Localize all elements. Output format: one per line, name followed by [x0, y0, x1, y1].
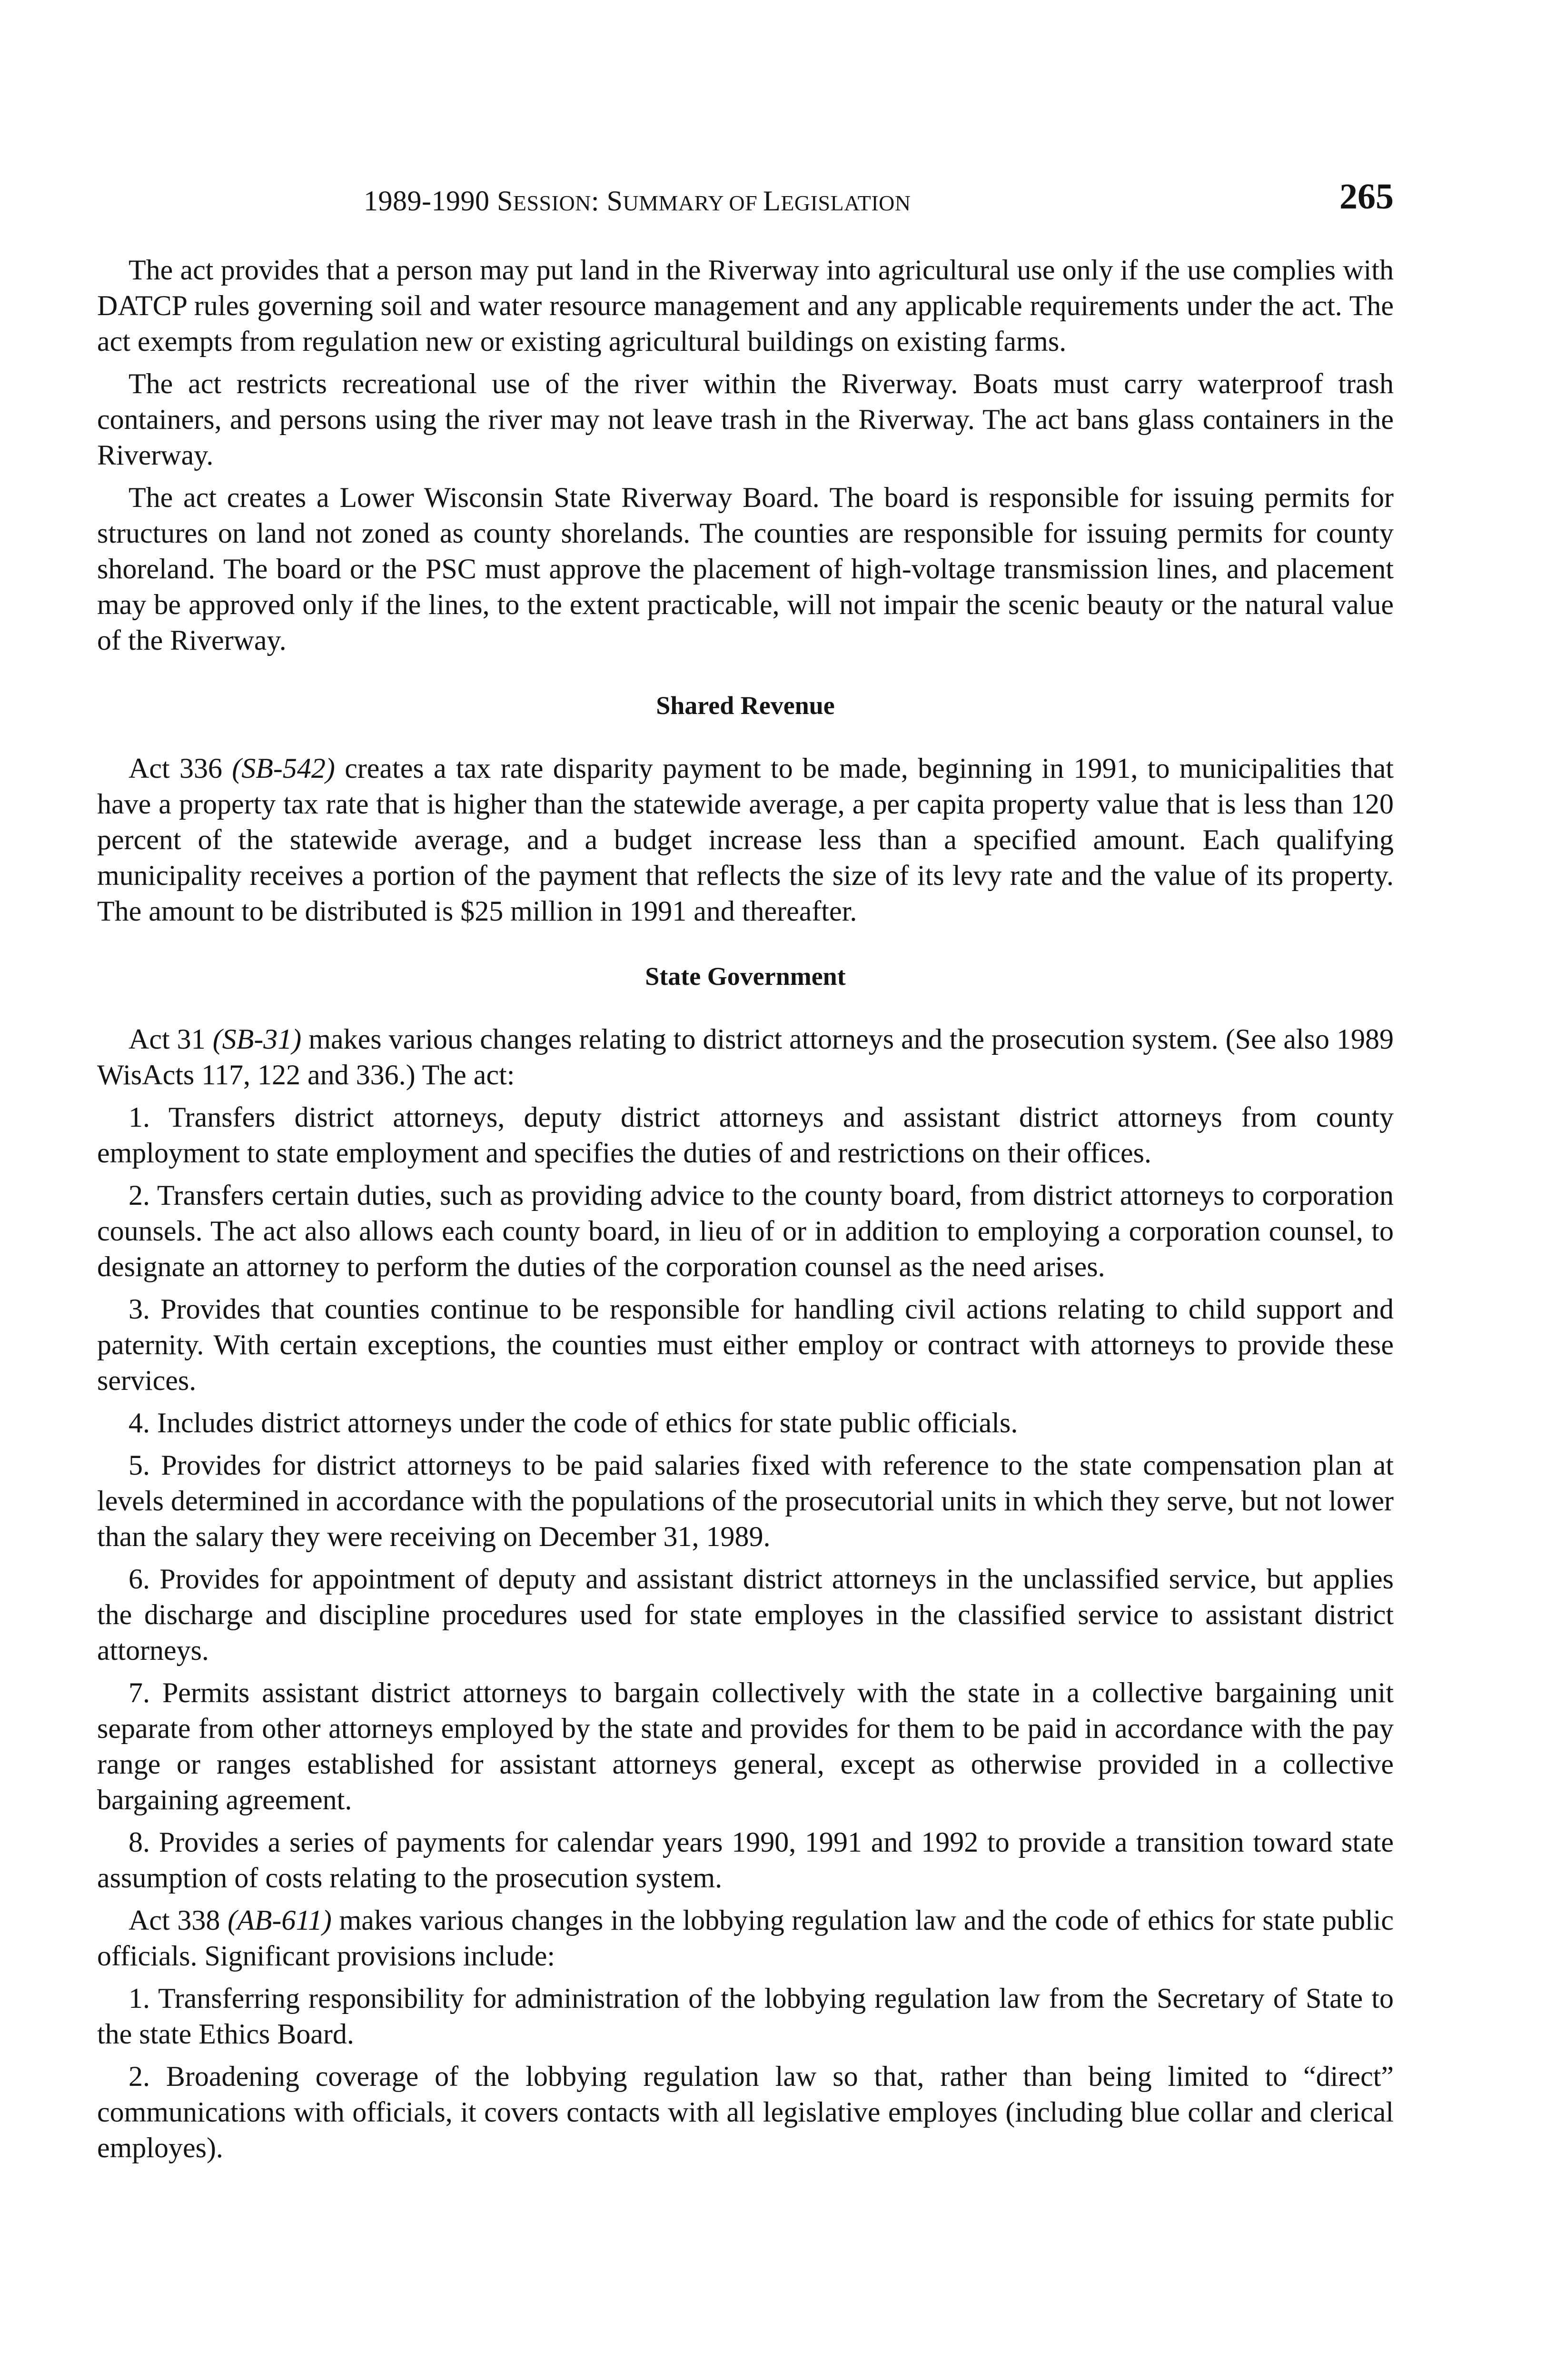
running-title — [364, 185, 911, 218]
act-31-paragraph — [97, 1021, 1394, 1093]
act-338-item-2: 2. Broadening coverage of the lobbying regulation law so that, rather than being limited to “direct” communications with officials, it covers contacts with all legislative employes (including blue collar and clerical employes). — [97, 2061, 1394, 2163]
act-31-item-4: 4. Includes district attorneys under the code of ethics for state public officials. — [129, 1407, 1018, 1438]
act-31-item-3: 3. Provides that counties continue to be responsible for handling civil actions relating to child support and paternity. With certain exceptions, the counties must either employ or contract with attorneys to provide these services. — [97, 1293, 1394, 1396]
act-338-text: makes various changes in the lobbying regulation law and the code of ethics for state public officials. Significant provisions include: — [97, 1904, 1394, 1972]
intro-paragraph-1: The act provides that a person may put land in the Riverway into agricultural use only if the use complies with DATCP rules governing soil and water resource management and any applicable requirements under the act. The act exempts from regulation new or existing agricultural buildings on existing farms. — [97, 254, 1394, 357]
act-31-item-8: 8. Provides a series of payments for calendar years 1990, 1991 and 1992 to provide a transition toward state assumption of costs relating to the prosecution system. — [97, 1826, 1394, 1894]
running-head — [97, 176, 1394, 228]
intro-paragraph-2: The act restricts recreational use of the river within the Riverway. Boats must carry waterproof trash containers, and persons using the river may not leave trash in the Riverway. The act bans glass containers in the Riverway. — [97, 368, 1394, 471]
header-title-egislation: EGISLATION — [781, 191, 911, 215]
header-session: 1989-1990 — [364, 185, 497, 217]
act-31-item-7: 7. Permits assistant district attorneys to bargain collectively with the state in a collective bargaining unit separate from other attorneys employed by the state and provides for them to be paid in accordance with the pay range or ranges established for assistant attorneys general, except as otherwise provided in a collective bargaining agreement. — [97, 1677, 1394, 1815]
document-page — [97, 176, 1394, 2172]
act-31-label: Act 31 — [129, 1023, 206, 1055]
act-338-paragraph — [97, 1903, 1394, 1974]
act-31-bill: (SB-31) — [212, 1023, 302, 1055]
header-colon: : — [591, 185, 607, 217]
act-336-text: creates a tax rate disparity payment to be made, beginning in 1991, to municipalities that have a property tax rate that is higher than the statewide average, a per capita property value that is less than 120 percent of the statewide average, and a budget increase less than a specified amount. Each qualifying municipality receives a portion of the payment that reflects the size of its levy rate and the value of its property. The amount to be distributed is $25 million in 1991 and thereafter. — [97, 753, 1394, 927]
intro-paragraph-3: The act creates a Lower Wisconsin State Riverway Board. The board is responsible for issuing permits for structures on land not zoned as county shorelands. The counties are responsible for issuing permits for county shoreland. The board or the PSC must approve the placement of high-voltage transmission lines, and placement may be approved only if the lines, to the extent practicable, will not impair the scenic beauty or the natural value of the Riverway. — [97, 482, 1394, 656]
act-31-item-2: 2. Transfers certain duties, such as providing advice to the county board, from district attorneys to corporation counsels. The act also allows each county board, in lieu of or in addition to employing a corporation counsel, to designate an attorney to perform the duties of the corporation counsel as the need arises. — [97, 1180, 1394, 1282]
act-336-bill: (SB-542) — [232, 753, 335, 784]
header-title-of: OF — [723, 191, 763, 215]
act-336-paragraph — [97, 751, 1394, 929]
act-338-bill: (AB-611) — [228, 1904, 332, 1936]
act-31-text: makes various changes relating to district attorneys and the prosecution system. (See also 1989 WisActs 117, 122 and 336.) The act: — [97, 1023, 1394, 1091]
header-title-ummary: UMMARY — [623, 191, 723, 215]
section-heading-state-government: State Government — [645, 962, 846, 991]
act-31-item-6: 6. Provides for appointment of deputy and assistant district attorneys in the unclassified service, but applies the discharge and discipline procedures used for state employes in the classified service to assistant district attorneys. — [97, 1563, 1394, 1666]
header-title-s: S — [606, 185, 623, 217]
header-session-cap: S — [496, 185, 513, 217]
page-number: 265 — [1339, 177, 1394, 217]
header-session-rest: ESSION — [513, 191, 591, 215]
act-338-label: Act 338 — [129, 1904, 220, 1936]
act-31-item-5: 5. Provides for district attorneys to be paid salaries fixed with reference to the state compensation plan at levels determined in accordance with the populations of the prosecutorial units in which they serve, but not lower than the salary they were receiving on December 31, 1989. — [97, 1449, 1394, 1552]
act-31-item-1: 1. Transfers district attorneys, deputy district attorneys and assistant district attorneys from county employment to state employment and specifies the duties of and restrictions on their offices. — [97, 1101, 1394, 1169]
act-338-item-1: 1. Transferring responsibility for administration of the lobbying regulation law from the Secretary of State to the state Ethics Board. — [97, 1983, 1394, 2050]
act-336-label: Act 336 — [129, 753, 222, 784]
section-heading-shared-revenue: Shared Revenue — [656, 691, 835, 720]
header-title-l: L — [763, 185, 781, 217]
